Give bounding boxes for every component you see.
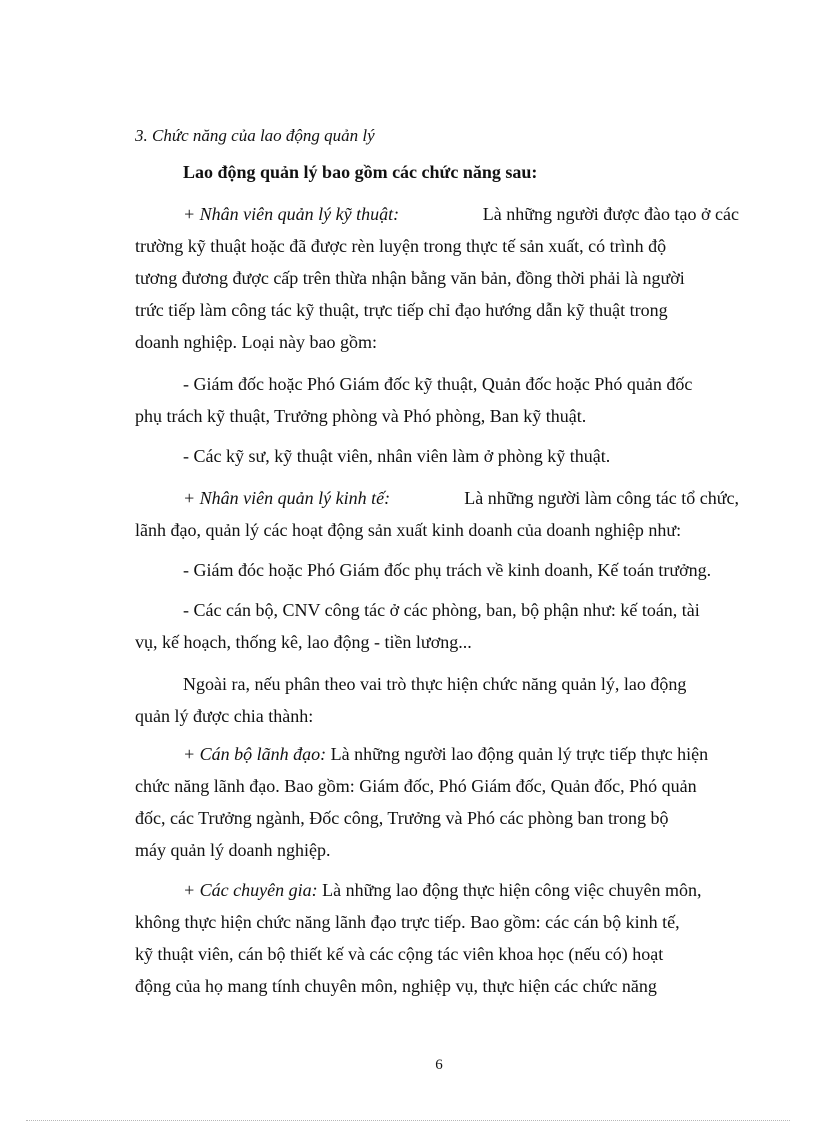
paragraph-economic-staff-line-2: lãnh đạo, quản lý các hoạt động sản xuất kinh doanh của doanh nghiệp như: (135, 520, 682, 540)
paragraph-economic-staff-line-1 (183, 486, 739, 510)
term-leaders: + Cán bộ lãnh đạo: (183, 744, 327, 764)
term-technical-staff: + Nhân viên quản lý kỹ thuật: (183, 204, 400, 224)
page-number: 6 (435, 1057, 443, 1073)
term-economic-staff: + Nhân viên quản lý kinh tế: (183, 488, 391, 508)
bullet-officers-line-2: vụ, kế hoạch, thống kê, lao động - tiền lương... (135, 632, 472, 652)
paragraph-technical-staff-line-1 (183, 202, 739, 226)
paragraph-leaders-line-3: đốc, các Trưởng ngành, Đốc công, Trưởng và Phó các phòng ban trong bộ (135, 808, 669, 828)
paragraph-experts-line-4: động của họ mang tính chuyên môn, nghiệp vụ, thực hiện các chức năng (135, 976, 657, 996)
paragraph-experts-line-2: không thực hiện chức năng lãnh đạo trực tiếp. Bao gồm: các cán bộ kinh tế, (135, 912, 680, 932)
bullet-technical-directors-line-2: phụ trách kỹ thuật, Trưởng phòng và Phó phòng, Ban kỹ thuật. (135, 406, 587, 426)
intro-paragraph: Lao động quản lý bao gồm các chức năng sau: (183, 162, 538, 182)
section-heading: 3. Chức năng của lao động quản lý (135, 126, 375, 145)
paragraph-text: trường kỹ thuật hoặc đã được rèn luyện trong thực tế sản xuất, có trình độ (135, 236, 667, 256)
paragraph-technical-staff-line-4: trức tiếp làm công tác kỹ thuật, trực tiếp chỉ đạo hướng dẫn kỹ thuật trong (135, 300, 668, 320)
paragraph-leaders-line-2: chức năng lãnh đạo. Bao gồm: Giám đốc, Phó Giám đốc, Quản đốc, Phó quản (135, 776, 697, 796)
paragraph-text: Là những người làm công tác tổ chức, (464, 488, 739, 508)
term-experts: + Các chuyên gia: (183, 880, 318, 900)
paragraph-experts-line-1 (183, 878, 739, 902)
paragraph-experts-line-3: kỹ thuật viên, cán bộ thiết kế và các cộng tác viên khoa học (nếu có) hoạt (135, 944, 664, 964)
bullet-officers-line-1: - Các cán bộ, CNV công tác ở các phòng, ban, bộ phận như: kế toán, tài (183, 600, 700, 620)
page-bottom-divider (26, 1120, 790, 1121)
bullet-engineers: - Các kỹ sư, kỹ thuật viên, nhân viên làm ở phòng kỹ thuật. (183, 446, 611, 466)
paragraph-technical-staff-line-3: tương đương được cấp trên thừa nhận bằng văn bản, đồng thời phải là người (135, 268, 685, 288)
paragraph-text: Là những lao động thực hiện công việc chuyên môn, (322, 880, 702, 900)
paragraph-technical-staff-line-2 (135, 234, 739, 258)
paragraph-technical-staff-line-5: doanh nghiệp. Loại này bao gồm: (135, 332, 377, 352)
paragraph-text: Là những người lao động quản lý trực tiếp thực hiện (330, 744, 709, 764)
bullet-business-directors: - Giám đóc hoặc Phó Giám đốc phụ trách về kinh doanh, Kế toán trưởng. (183, 560, 712, 580)
paragraph-roles-line-2: quản lý được chia thành: (135, 706, 314, 726)
bullet-technical-directors-line-1: - Giám đốc hoặc Phó Giám đốc kỹ thuật, Quản đốc hoặc Phó quản đốc (183, 374, 693, 394)
paragraph-leaders-line-4: máy quản lý doanh nghiệp. (135, 840, 331, 860)
paragraph-roles-line-1: Ngoài ra, nếu phân theo vai trò thực hiện chức năng quản lý, lao động (183, 674, 687, 694)
paragraph-leaders-line-1 (183, 742, 739, 766)
paragraph-text: Là những người được đào tạo ở các (482, 204, 739, 224)
